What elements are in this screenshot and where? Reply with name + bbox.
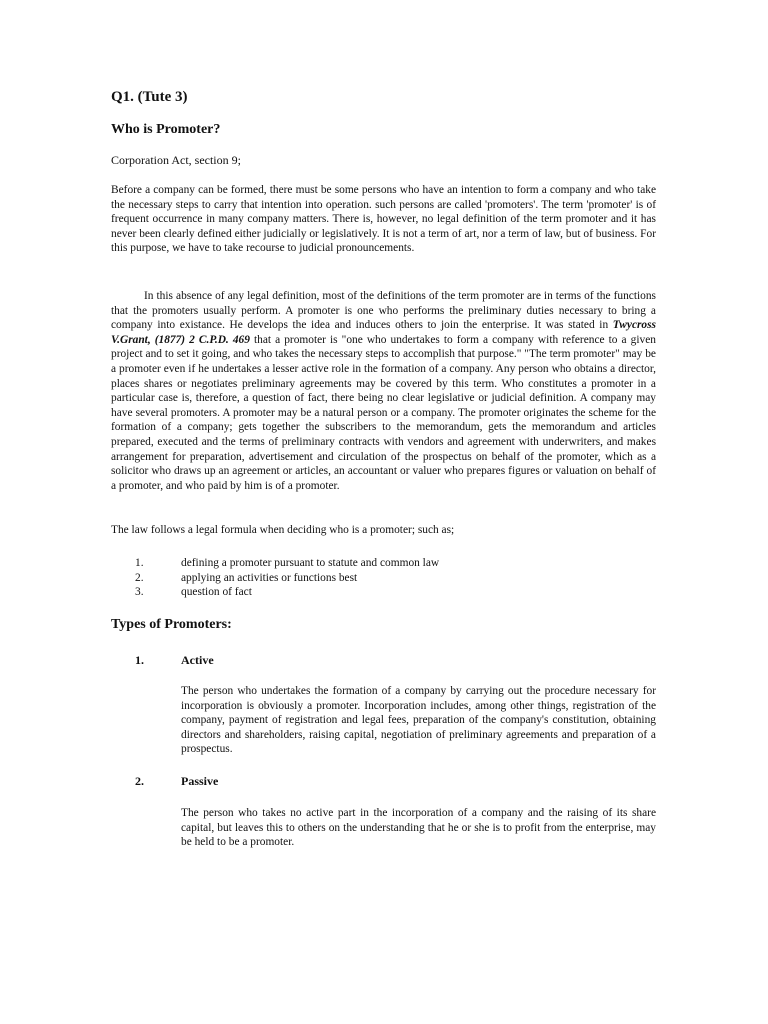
formula-paragraph: The law follows a legal formula when deciding who is a promoter; such as;	[111, 524, 455, 536]
list-item	[111, 585, 656, 600]
type-name-passive: Passive	[181, 774, 219, 788]
list-item-text: question of fact	[181, 586, 252, 599]
definition-text-before: In this absence of any legal definition, most of the definitions of the term promoter are in terms of the functions that the promoters usually perform. A promoter is one who performs the preliminary duties necessary to bring a company into existance. He develops the idea and induces others to join the enterprise. It was stated in	[111, 290, 656, 332]
section-title: Who is Promoter?	[111, 122, 221, 137]
case-citation: Twycross V.Grant, (1877) 2 C.P.D. 469	[111, 319, 656, 346]
list-item-text: applying an activities or functions best	[181, 571, 358, 584]
list-item-number: 2.	[135, 571, 144, 584]
type-number-active: 1.	[135, 653, 144, 667]
definition-text-after: that a promoter is "one who undertakes to form a company with reference to a given project and to set it going, and who takes the necessary steps to accomplish that purpose." "The term promoter" may be a promoter even if he undertakes a lesser active role in the formation of a company. Any person who obtains a director, places shares or negotiates preliminary agreements may be covered by this term. Who constitutes a promoter in a particular case is, therefore, a question of fact, there being no clear legislative or judicial definition. A company may have several promoters. A promoter may be a natural person or a company. The promoter originates the scheme for the formation of a company; gets together the subscribers to the memorandum, gets the memorandum and articles prepared, executed and the terms of preliminary contracts with vendors and agreement with underwriters, and makes arrangement for preparation, advertisement and circulation of the prospectus on behalf of the promoter, which as a solicitor who draws up an agreement or articles, an accountant or valuer who prepares figures or valuation on behalf of a promoter, and who paid by him is of a promoter.	[111, 333, 656, 492]
active-promoter-paragraph: The person who undertakes the formation of a company by carrying out the procedure necessary for incorporation is obviously a promoter. Incorporation includes, among other things, registration of the company, payment of registration and legal fees, preparation of the company's constitution, obtaining directors and shareholders, raising capital, negotiation of preliminary agreements and preparation of a prospectus.	[181, 685, 656, 756]
formula-list	[111, 556, 656, 600]
intro-paragraph: Before a company can be formed, there must be some persons who have an intention to form a company and who take the necessary steps to carry that intention into operation. such persons are called 'promoters'. The term 'promoter' is of frequent occurrence in many company matters. There is, however, no legal definition of the term promoter and it has never been clearly defined either judicially or legislatively. It is not a term of art, nor a term of law, but of business. For this purpose, we have to take recourse to judicial pronouncements.	[111, 184, 656, 255]
list-item-number: 1.	[135, 557, 144, 569]
type-name-active: Active	[181, 653, 214, 667]
question-heading: Q1. (Tute 3)	[111, 89, 188, 105]
statute-reference: Corporation Act, section 9;	[111, 153, 241, 167]
list-item-text: defining a promoter pursuant to statute and common law	[181, 557, 440, 569]
passive-promoter-paragraph: The person who takes no active part in the incorporation of a company and the raising of its share capital, but leaves this to others on the understanding that he or she is to profit from the enterprise, may be held to be a promoter.	[181, 807, 656, 849]
types-heading: Types of Promoters:	[111, 617, 232, 632]
list-item	[111, 556, 656, 571]
definition-paragraph	[111, 289, 656, 493]
list-item	[111, 571, 656, 586]
list-item-number: 3.	[135, 586, 144, 599]
type-number-passive: 2.	[135, 774, 144, 788]
